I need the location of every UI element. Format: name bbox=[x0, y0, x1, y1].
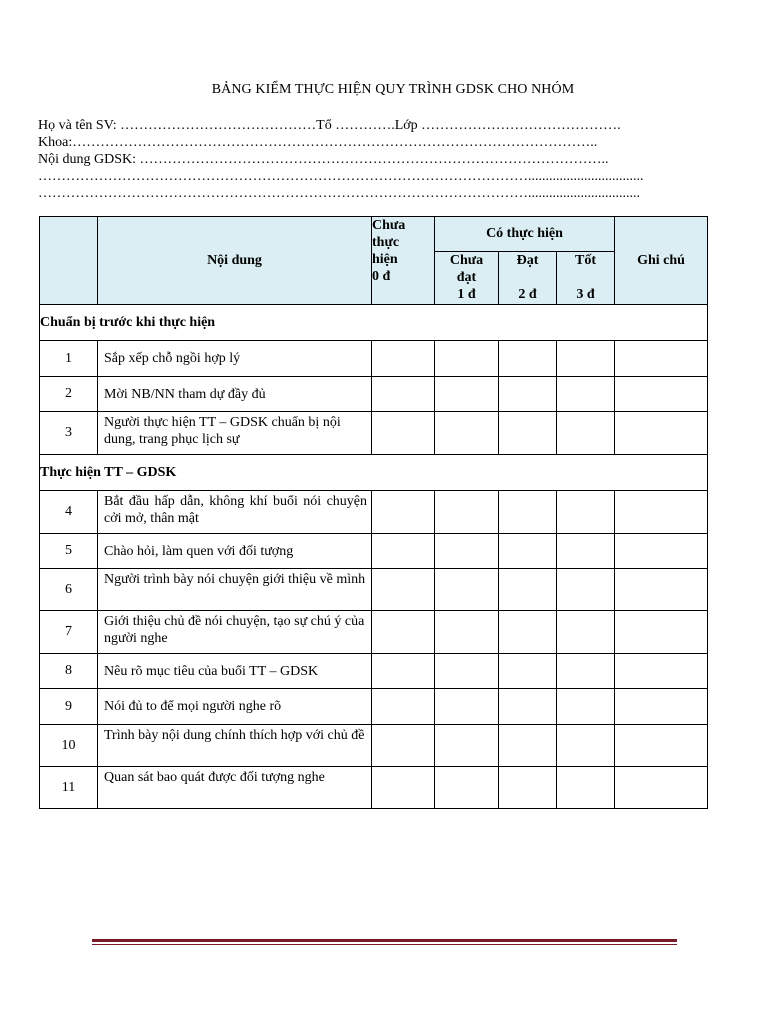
table-row bbox=[40, 377, 708, 412]
header-chua-dat: Chưa đạt 1 đ bbox=[435, 252, 499, 305]
table-row bbox=[40, 341, 708, 377]
header-ghi-chu: Ghi chú bbox=[615, 217, 708, 305]
row-number: 11 bbox=[40, 767, 98, 809]
score-cell[interactable] bbox=[557, 491, 615, 534]
info-blank-line: ……………………………………………………………………………………………................................ bbox=[38, 186, 640, 201]
table-row bbox=[40, 491, 708, 534]
score-cell[interactable] bbox=[499, 412, 557, 455]
row-content: Nêu rõ mục tiêu của buổi TT – GDSK bbox=[98, 654, 372, 689]
info-content-line: Nội dung GDSK: ……………………………………………………………………………………….. bbox=[38, 152, 609, 167]
footer-divider bbox=[92, 939, 677, 942]
row-number: 6 bbox=[40, 569, 98, 611]
score-cell[interactable] bbox=[372, 689, 435, 725]
score-cell[interactable] bbox=[435, 341, 499, 377]
score-cell[interactable] bbox=[435, 611, 499, 654]
row-number: 9 bbox=[40, 689, 98, 725]
score-cell[interactable] bbox=[372, 341, 435, 377]
score-cell[interactable] bbox=[435, 491, 499, 534]
row-number: 10 bbox=[40, 725, 98, 767]
score-cell[interactable] bbox=[499, 767, 557, 809]
score-cell[interactable] bbox=[557, 412, 615, 455]
score-cell[interactable] bbox=[372, 412, 435, 455]
section-title: Chuẩn bị trước khi thực hiện bbox=[40, 305, 708, 341]
score-cell[interactable] bbox=[557, 654, 615, 689]
score-cell[interactable] bbox=[499, 725, 557, 767]
table-row bbox=[40, 767, 708, 809]
table-row bbox=[40, 412, 708, 455]
row-content: Giới thiệu chủ đề nói chuyện, tạo sự chú ý của người nghe bbox=[98, 611, 372, 654]
score-cell[interactable] bbox=[499, 491, 557, 534]
header-chua-thuc-hien: Chưa thực hiện 0 đ bbox=[372, 217, 435, 305]
score-cell[interactable] bbox=[499, 569, 557, 611]
row-content: Trình bày nội dung chính thích hợp với chủ đề bbox=[98, 725, 372, 767]
row-number: 5 bbox=[40, 534, 98, 569]
score-cell[interactable] bbox=[557, 534, 615, 569]
note-cell[interactable] bbox=[615, 341, 708, 377]
score-cell[interactable] bbox=[557, 377, 615, 412]
document-title: BẢNG KIỂM THỰC HIỆN QUY TRÌNH GDSK CHO NHÓM bbox=[211, 82, 575, 97]
section-row bbox=[40, 305, 708, 341]
header-stt bbox=[40, 217, 98, 305]
row-number: 1 bbox=[40, 341, 98, 377]
row-content: Người trình bày nói chuyện giới thiệu về mình bbox=[98, 569, 372, 611]
note-cell[interactable] bbox=[615, 767, 708, 809]
note-cell[interactable] bbox=[615, 689, 708, 725]
score-cell[interactable] bbox=[435, 725, 499, 767]
row-number: 7 bbox=[40, 611, 98, 654]
score-cell[interactable] bbox=[557, 569, 615, 611]
note-cell[interactable] bbox=[615, 412, 708, 455]
row-number: 3 bbox=[40, 412, 98, 455]
table-row bbox=[40, 725, 708, 767]
table-row bbox=[40, 534, 708, 569]
score-cell[interactable] bbox=[372, 725, 435, 767]
score-cell[interactable] bbox=[435, 767, 499, 809]
score-cell[interactable] bbox=[557, 341, 615, 377]
info-name-line: Họ và tên SV: ……………………………………Tổ ………….Lớp ……………………………………. bbox=[38, 118, 621, 133]
header-co-thuc-hien: Có thực hiện bbox=[435, 217, 615, 252]
row-number: 8 bbox=[40, 654, 98, 689]
score-cell[interactable] bbox=[435, 412, 499, 455]
score-cell[interactable] bbox=[372, 377, 435, 412]
row-content: Mời NB/NN tham dự đầy đủ bbox=[98, 377, 372, 412]
score-cell[interactable] bbox=[557, 767, 615, 809]
row-content: Người thực hiện TT – GDSK chuẩn bị nội dung, trang phục lịch sự bbox=[98, 412, 372, 455]
score-cell[interactable] bbox=[435, 534, 499, 569]
score-cell[interactable] bbox=[557, 689, 615, 725]
row-content: Quan sát bao quát được đối tượng nghe bbox=[98, 767, 372, 809]
score-cell[interactable] bbox=[372, 491, 435, 534]
info-blank-line: ……………………………………………………………………………………………................................. bbox=[38, 169, 644, 184]
section-title: Thực hiện TT – GDSK bbox=[40, 455, 708, 491]
note-cell[interactable] bbox=[615, 569, 708, 611]
score-cell[interactable] bbox=[372, 569, 435, 611]
score-cell[interactable] bbox=[557, 611, 615, 654]
score-cell[interactable] bbox=[372, 767, 435, 809]
note-cell[interactable] bbox=[615, 654, 708, 689]
student-info bbox=[38, 117, 688, 202]
score-cell[interactable] bbox=[435, 689, 499, 725]
table-row bbox=[40, 611, 708, 654]
header-dat: Đạt 2 đ bbox=[499, 252, 557, 305]
table-row bbox=[40, 654, 708, 689]
header-noi-dung: Nội dung bbox=[98, 217, 372, 305]
section-row bbox=[40, 455, 708, 491]
checklist-table bbox=[39, 216, 708, 809]
note-cell[interactable] bbox=[615, 491, 708, 534]
row-content: Chào hỏi, làm quen với đối tượng bbox=[98, 534, 372, 569]
score-cell[interactable] bbox=[372, 654, 435, 689]
score-cell[interactable] bbox=[372, 611, 435, 654]
table-row bbox=[40, 689, 708, 725]
note-cell[interactable] bbox=[615, 377, 708, 412]
score-cell[interactable] bbox=[435, 569, 499, 611]
score-cell[interactable] bbox=[499, 654, 557, 689]
score-cell[interactable] bbox=[499, 611, 557, 654]
row-content: Bắt đầu hấp dẫn, không khí buổi nói chuyện cởi mở, thân mật bbox=[98, 491, 372, 534]
row-number: 2 bbox=[40, 377, 98, 412]
score-cell[interactable] bbox=[557, 725, 615, 767]
header-tot: Tốt 3 đ bbox=[557, 252, 615, 305]
score-cell[interactable] bbox=[499, 689, 557, 725]
note-cell[interactable] bbox=[615, 611, 708, 654]
note-cell[interactable] bbox=[615, 534, 708, 569]
score-cell[interactable] bbox=[499, 341, 557, 377]
row-content: Nói đủ to để mọi người nghe rõ bbox=[98, 689, 372, 725]
table-row bbox=[40, 569, 708, 611]
score-cell[interactable] bbox=[435, 654, 499, 689]
info-faculty-line: Khoa:………………………………………………………………………………………………….. bbox=[38, 135, 598, 150]
note-cell[interactable] bbox=[615, 725, 708, 767]
score-cell[interactable] bbox=[435, 377, 499, 412]
score-cell[interactable] bbox=[372, 534, 435, 569]
score-cell[interactable] bbox=[499, 377, 557, 412]
score-cell[interactable] bbox=[499, 534, 557, 569]
footer-divider-thin bbox=[92, 944, 677, 945]
row-content: Sắp xếp chỗ ngồi hợp lý bbox=[98, 341, 372, 377]
row-number: 4 bbox=[40, 491, 98, 534]
